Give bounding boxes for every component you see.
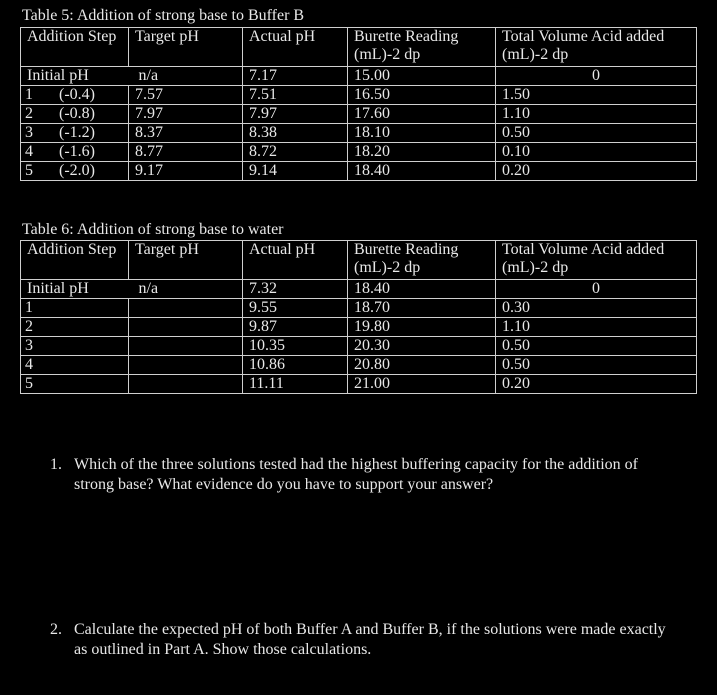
- table6-initial-burette: 18.40: [348, 280, 496, 299]
- table5-row1-burette: 16.50: [348, 86, 496, 105]
- table6-row2-actual: 9.87: [243, 318, 348, 337]
- question-2-text: Calculate the expected pH of both Buffer A and Buffer B, if the solutions were made exactly as outlined in Part A. Show those calculations.: [74, 621, 666, 658]
- table6-row4-target: [129, 356, 243, 375]
- table6-row3-total: 0.50: [496, 337, 697, 356]
- table6-row5-total: 0.20: [496, 375, 697, 394]
- table5-row2-target: 7.97: [129, 105, 243, 124]
- table5-row2-burette: 17.60: [348, 105, 496, 124]
- table5-row3-total: 0.50: [496, 124, 697, 143]
- table5-row4-step: 4: [25, 143, 33, 160]
- table5-row3-target: 8.37: [129, 124, 243, 143]
- table5-row1-target: 7.57: [129, 86, 243, 105]
- table5-header-burette: Burette Reading (mL)-2 dp: [348, 28, 496, 67]
- table6-initial-target: n/a: [129, 280, 243, 299]
- table5-row4-actual: 8.72: [243, 143, 348, 162]
- table-row: [21, 124, 697, 143]
- table5-row2-step: 2: [25, 105, 33, 122]
- table5-row5-total: 0.20: [496, 162, 697, 181]
- table5-row4-burette: 18.20: [348, 143, 496, 162]
- table-row: [21, 299, 697, 318]
- table5-row1-step: 1: [25, 86, 33, 103]
- table5-row5-step: 5: [25, 162, 33, 179]
- table6: [20, 240, 697, 394]
- table6-row1-step: 1: [21, 299, 129, 318]
- table5-row4-offset: (-1.6): [59, 143, 95, 160]
- table5-initial-label: Initial pH: [21, 67, 129, 86]
- table6-initial-actual: 7.32: [243, 280, 348, 299]
- table5-row1-total: 1.50: [496, 86, 697, 105]
- table6-row2-burette: 19.80: [348, 318, 496, 337]
- question-2: [50, 620, 670, 660]
- table6-header-target: Target pH: [129, 241, 243, 280]
- question-1-text: Which of the three solutions tested had the highest buffering capacity for the addition of strong base? What evidence do you have to support your answer?: [74, 456, 638, 493]
- table6-row5-step: 5: [21, 375, 129, 394]
- table6-row1-actual: 9.55: [243, 299, 348, 318]
- table5: [20, 27, 697, 181]
- table5-row4-target: 8.77: [129, 143, 243, 162]
- table5-row4-total: 0.10: [496, 143, 697, 162]
- table-row: [21, 86, 697, 105]
- table6-row5-burette: 21.00: [348, 375, 496, 394]
- table6-row5-target: [129, 375, 243, 394]
- table6-row5-actual: 11.11: [243, 375, 348, 394]
- table5-header-row: [21, 28, 697, 67]
- table6-initial-total: 0: [496, 280, 697, 299]
- table6-row3-target: [129, 337, 243, 356]
- table6-row1-target: [129, 299, 243, 318]
- table5-initial-row: [21, 67, 697, 86]
- table6-row4-actual: 10.86: [243, 356, 348, 375]
- table6-row1-total: 0.30: [496, 299, 697, 318]
- table6-initial-label: Initial pH: [21, 280, 129, 299]
- table5-initial-burette: 15.00: [348, 67, 496, 86]
- table-row: [21, 337, 697, 356]
- table6-header-actual: Actual pH: [243, 241, 348, 280]
- table-row: [21, 356, 697, 375]
- table-row: [21, 105, 697, 124]
- table5-row5-offset: (-2.0): [59, 162, 95, 179]
- table6-row3-actual: 10.35: [243, 337, 348, 356]
- table-row: [21, 143, 697, 162]
- table6-initial-row: [21, 280, 697, 299]
- table6-header-burette: Burette Reading (mL)-2 dp: [348, 241, 496, 280]
- table6-caption: Table 6: Addition of strong base to water: [22, 221, 284, 238]
- table5-row1-actual: 7.51: [243, 86, 348, 105]
- table5-initial-target: n/a: [129, 67, 243, 86]
- question-2-number: 2.: [50, 621, 62, 638]
- table6-row2-target: [129, 318, 243, 337]
- table5-row5-actual: 9.14: [243, 162, 348, 181]
- table5-row2-actual: 7.97: [243, 105, 348, 124]
- table5-row5-target: 9.17: [129, 162, 243, 181]
- table5-row3-actual: 8.38: [243, 124, 348, 143]
- table-row: [21, 162, 697, 181]
- table6-row1-burette: 18.70: [348, 299, 496, 318]
- question-1-number: 1.: [50, 456, 62, 473]
- table-row: [21, 318, 697, 337]
- table5-row2-total: 1.10: [496, 105, 697, 124]
- table5-row3-burette: 18.10: [348, 124, 496, 143]
- table6-row4-step: 4: [21, 356, 129, 375]
- table6-row2-step: 2: [21, 318, 129, 337]
- table5-row2-offset: (-0.8): [59, 105, 95, 122]
- table5-header-actual: Actual pH: [243, 28, 348, 67]
- table5-header-target: Target pH: [129, 28, 243, 67]
- table6-header-step: Addition Step: [21, 241, 129, 280]
- table6-row2-total: 1.10: [496, 318, 697, 337]
- table6-row4-total: 0.50: [496, 356, 697, 375]
- table5-row5-burette: 18.40: [348, 162, 496, 181]
- table5-header-total: Total Volume Acid added (mL)-2 dp: [496, 28, 697, 67]
- table5-caption: Table 5: Addition of strong base to Buffer B: [22, 7, 305, 24]
- table5-initial-actual: 7.17: [243, 67, 348, 86]
- table5-row1-offset: (-0.4): [59, 86, 95, 103]
- question-1: [50, 455, 670, 495]
- table5-initial-total: 0: [496, 67, 697, 86]
- table6-row3-burette: 20.30: [348, 337, 496, 356]
- table5-row3-step: 3: [25, 124, 33, 141]
- table6-header-total: Total Volume Acid added (mL)-2 dp: [496, 241, 697, 280]
- table-row: [21, 375, 697, 394]
- table5-row3-offset: (-1.2): [59, 124, 95, 141]
- table5-header-step: Addition Step: [21, 28, 129, 67]
- table6-row3-step: 3: [21, 337, 129, 356]
- table6-header-row: [21, 241, 697, 280]
- table6-row4-burette: 20.80: [348, 356, 496, 375]
